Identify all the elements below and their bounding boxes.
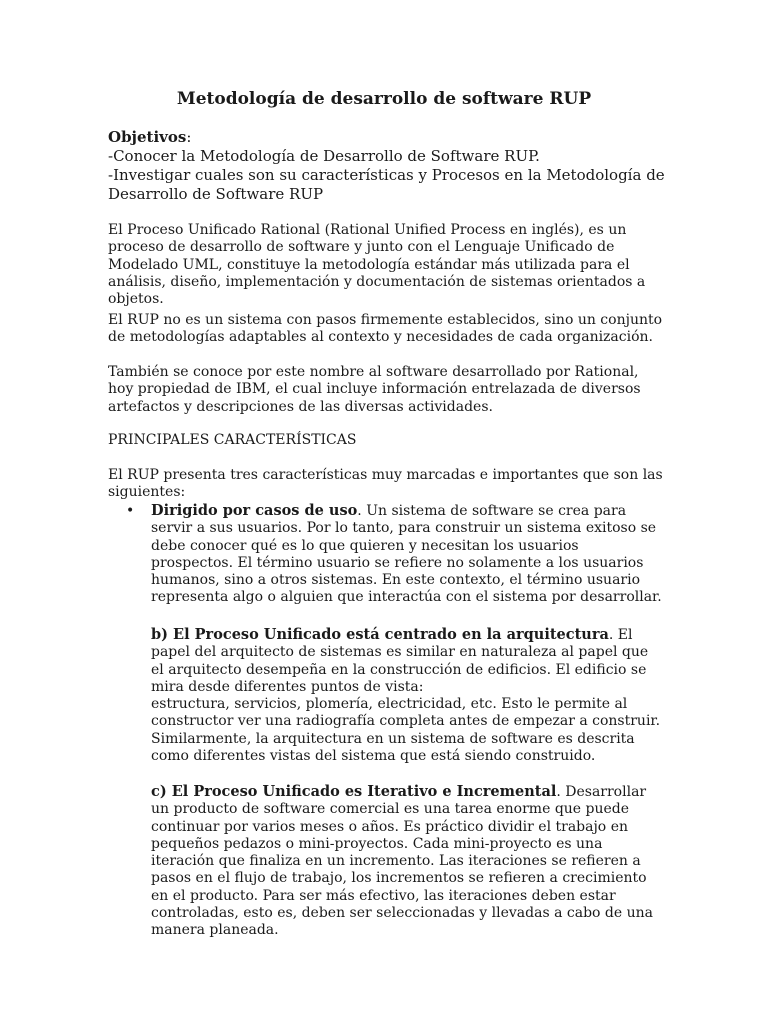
characteristic-text-continued: estructura, servicios, plomería, electricidad, etc. Esto le permite al constructor ver una radiografía completa antes de empezar a construir. Similarmente, la arquitectura en un sistema de software es descrita como diferentes vistas del sistema que está siendo construido. [151,696,661,765]
objectives-section [108,128,668,204]
paragraph: El Proceso Unificado Rational (Rational Unified Process en inglés), es un proceso de desarrollo de software y junto con el Lenguaje Unificado de Modelado UML, constituye la metodología estándar más utilizada para el análisis, diseño, implementación y documentación de sistemas orientados a objetos. [108,222,646,308]
characteristic-title: Dirigido por casos de uso [151,502,358,519]
characteristic-item [151,502,663,607]
document-title: Metodología de desarrollo de software RUP [176,89,592,109]
bullet-icon: • [126,503,135,519]
objectives-heading-line [108,128,668,147]
characteristic-text: . Un sistema de software se crea para servir a sus usuarios. Por lo tanto, para construir un sistema exitoso se debe conocer qué es lo que quieren y necesitan los usuarios prospectos. El término usuario se refiere no solamente a los usuarios humanos, sino a otros sistemas. En este contexto, el término usuario representa algo o alguien que interactúa con el sistema por desarrollar. [151,503,662,606]
objectives-colon: : [186,128,192,146]
objective-item: -Investigar cuales son su características y Procesos en la Metodología de Desarrollo de Software RUP [108,166,665,203]
section-heading: PRINCIPALES CARACTERÍSTICAS [108,432,357,448]
characteristic-item [151,626,663,765]
characteristic-title: c) El Proceso Unificado es Iterativo e Incremental [151,783,557,800]
characteristic-paragraph [151,626,663,696]
section-intro: El RUP presenta tres características muy marcadas e importantes que son las siguientes: [108,467,663,501]
characteristic-text: . El papel del arquitecto de sistemas es similar en naturaleza al papel que el arquitecto desempeña en la construcción de edificios. El edificio se mira desde diferentes puntos de vista: [151,627,649,695]
objective-item: -Conocer la Metodología de Desarrollo de Software RUP. [108,147,540,165]
characteristic-item [151,783,663,940]
paragraph: El RUP no es un sistema con pasos firmemente establecidos, sino un conjunto de metodologías adaptables al contexto y necesidades de cada organización. [108,312,663,346]
characteristic-text: . Desarrollar un producto de software comercial es una tarea enorme que puede continuar por varios meses o años. Es práctico dividir el trabajo en pequeños pedazos o mini-proyectos. Cada mini-proyecto es una iteración que finaliza en un incremento. Las iteraciones se refieren a pasos en el flujo de trabajo, los incrementos se refieren a crecimiento en el producto. Para ser más efectivo, las iteraciones deben estar controladas, esto es, deben ser seleccionadas y llevadas a cabo de una manera planeada. [151,784,653,939]
characteristic-title: b) El Proceso Unificado está centrado en la arquitectura [151,626,609,643]
objectives-heading: Objetivos [108,128,187,146]
paragraph: También se conoce por este nombre al software desarrollado por Rational, hoy propiedad de IBM, el cual incluye información entrelazada de diversos artefactos y descripciones de las diversas actividades. [108,364,641,415]
